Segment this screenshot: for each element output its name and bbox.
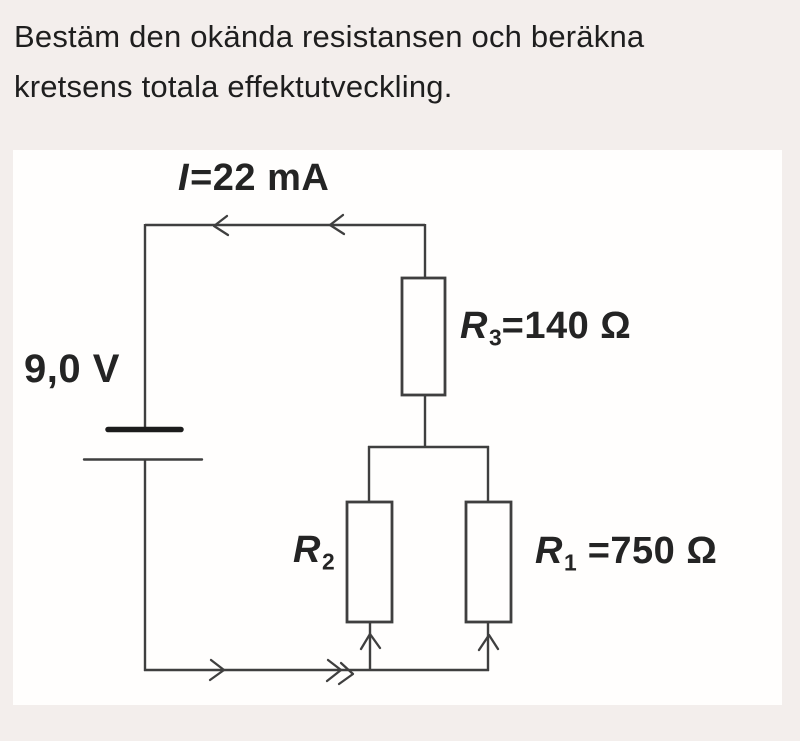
- r3-subscript: 3: [488, 324, 502, 351]
- voltage-value: 9,0 V: [24, 347, 120, 391]
- r1-symbol: R: [535, 530, 563, 572]
- r3-value: =140 Ω: [501, 305, 632, 347]
- problem-line-1: Bestäm den okända resistansen och beräkna: [14, 19, 645, 54]
- resistor-r2: [347, 502, 392, 622]
- current-value: =22 mA: [190, 157, 330, 199]
- r2-symbol: R: [293, 529, 321, 571]
- r1-subscript: 1: [563, 549, 577, 576]
- current-symbol: I: [178, 157, 190, 199]
- problem-line-2: kretsens totala effektutveckling.: [14, 69, 453, 104]
- voltage-label: [24, 347, 120, 392]
- resistor-r1: [466, 502, 511, 622]
- resistor-r1-label: [535, 530, 717, 576]
- resistor-r3-label: [460, 305, 631, 351]
- resistor-r2-label: [293, 529, 335, 575]
- current-label: [178, 157, 329, 200]
- r2-subscript: 2: [321, 548, 335, 575]
- r1-value: =750 Ω: [576, 530, 718, 572]
- resistor-r3: [402, 278, 445, 395]
- current-arrow-bottom-mid-2: [339, 663, 353, 684]
- r3-symbol: R: [460, 305, 488, 347]
